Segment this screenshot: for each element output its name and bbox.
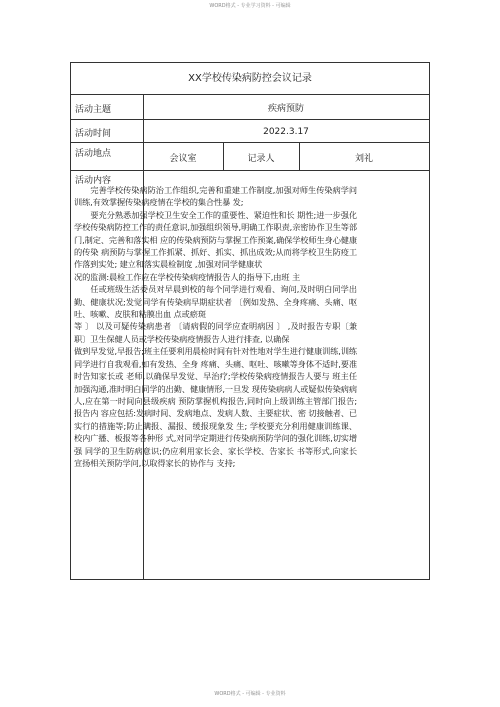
content-paragraph: 况的监测:晨检工作应在学校传染病疫情报告人的指导下,由班 主 bbox=[74, 271, 301, 282]
content-body bbox=[74, 184, 357, 469]
recorder-label: 记录人 bbox=[247, 153, 275, 164]
content-label: 活动内容 bbox=[75, 176, 112, 186]
row-theme bbox=[71, 94, 429, 120]
time-label: 活动时间 bbox=[75, 129, 112, 139]
time-value: 2022.3.17 bbox=[263, 126, 309, 137]
recorder-value: 刘礼 bbox=[354, 153, 373, 164]
row-place bbox=[71, 142, 429, 171]
row-time bbox=[71, 119, 429, 143]
content-paragraph: 任或班级生活委员对早晨到校的每个同学进行观看、询问,及时明白同学出勤、健康状况;发觉同学有传染病早期症状者 〔例如发热、全身疼痛、头痛、呕吐、咳嗽、皮肤和粘膜出血 点或瘀斑 bbox=[74, 284, 357, 320]
content-paragraph: 做到早发觉,早报告;班主任要利用晨检时间有针对性地对学生进行健康训练,训练同学进行自我观看,如有发热、全身 疼痛、头痛、呕吐、咳嗽等身体不适时,要准时告知家长或 老师,以确保早发觉、早治疗;学校传染病疫情报告人要与 班主任加强沟通,准时明白同学的出勤、健康情形,一旦发 现传染病病人或疑似传染病病人,应在第一时间向县级疾病 预防掌握机构报告,同时向上级训练主管部门报告;报告内 容应包括:发病时间、发病地点、发病人数、主要症状、密 切接触者、已实行的措施等;防止瞒报、漏报、缓报现象发 生; 学校要充分利用健康训练课、校内广播、板报等各种形 式,对同学定期进行传染病预防学问的强化训练,切实增强 同学的卫生防病意识;仍应利用家长会、家长学校、告家长 书等形式,向家长宣扬相关预防学问,以取得家长的协作与 支持; bbox=[74, 346, 357, 468]
content-paragraph: 等 〕 以及可疑传染病患者 〔请病假的同学应查明病因 〕 ,及时报告专职〔兼职〕卫生保健人员或学校传染病疫情报告人进行排查, 以确保 bbox=[74, 321, 357, 344]
footer-watermark: WORD格式 - 可编辑 - 专业资料 bbox=[214, 691, 286, 697]
place-label: 活动地点 bbox=[75, 149, 112, 159]
place-value: 会议室 bbox=[169, 153, 197, 164]
header-watermark: WORD格式 - 专业学习资料 - 可编辑 bbox=[209, 3, 291, 9]
content-paragraph: 完善学校传染病防治工作组织,完善和重建工作制度,加强对师生传染病学问训练,有效掌握传染病疫情在学校的集合性暴 发; bbox=[74, 185, 357, 208]
theme-value: 疾病预防 bbox=[267, 104, 304, 114]
document-title: XX学校传染病防控会议记录 bbox=[188, 73, 312, 84]
content-paragraph: 要充分熟悉加强学校卫生安全工作的重要性、紧迫性和长 期性;进一步强化学校传染病防控工作的责任意识,加强组织领导,明确工作职责,亲密协作卫生等部门,制定、完善和落实相 应的传染病预防与掌握工作预案,确保学校师生身心健康的传染 病预防与掌握工作抓紧、抓好、抓实、抓出成效;从而将学校卫生防疫工作落到实处; 建立和落实晨检制度 ,加强对同学健康状 bbox=[74, 209, 357, 270]
theme-label: 活动主题 bbox=[75, 105, 112, 115]
